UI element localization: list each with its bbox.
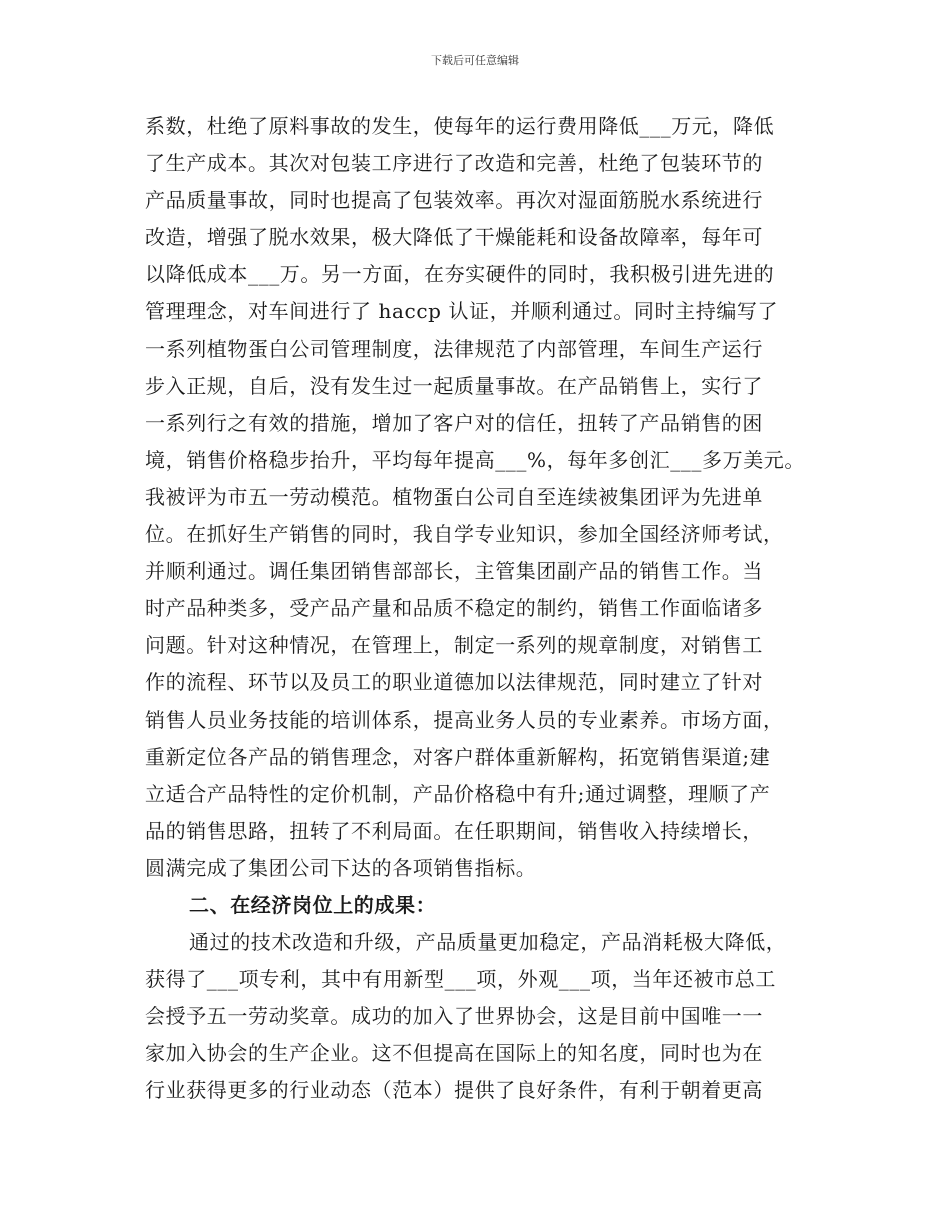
text-line: 圆满完成了集团公司下达的各项销售指标。 xyxy=(145,855,537,880)
text-line: 作的流程、环节以及员工的职业道德加以法律规范，同时建立了针对 xyxy=(145,670,763,695)
text-line: 家加入协会的生产企业。这不但提高在国际上的知名度，同时也为在 xyxy=(145,1041,763,1066)
text-line: 管理理念，对车间进行了 haccp 认证，并顺利通过。同时主持编写了 xyxy=(145,299,779,324)
text-line: 境，销售价格稳步抬升，平均每年提高___%，每年多创汇___多万美元。 xyxy=(145,447,806,472)
section-heading: 二、在经济岗位上的成果： xyxy=(189,892,437,917)
text-line: 了生产成本。其次对包装工序进行了改造和完善，杜绝了包装环节的 xyxy=(145,151,763,176)
text-line: 立适合产品特性的定价机制，产品价格稳中有升;通过调整，理顺了产 xyxy=(145,781,771,806)
text-line: 行业获得更多的行业动态（范本）提供了良好条件，有利于朝着更高 xyxy=(145,1078,763,1103)
text-line: 重新定位各产品的销售理念，对客户群体重新解构，拓宽销售渠道;建 xyxy=(145,744,771,769)
text-line: 位。在抓好生产销售的同时，我自学专业知识，参加全国经济师考试， xyxy=(145,522,784,547)
text-line: 一系列行之有效的措施，增加了客户对的信任，扭转了产品销售的困 xyxy=(145,410,763,435)
document-body xyxy=(145,108,805,1110)
text-line: 步入正规，自后，没有发生过一起质量事故。在产品销售上，实行了 xyxy=(145,373,763,398)
text-line: 产品质量事故，同时也提高了包装效率。再次对湿面筋脱水系统进行 xyxy=(145,188,763,213)
text-line: 时产品种类多，受产品产量和品质不稳定的制约，销售工作面临诸多 xyxy=(145,596,763,621)
text-line: 通过的技术改造和升级，产品质量更加稳定，产品消耗极大降低， xyxy=(189,930,787,955)
text-line: 改造，增强了脱水效果，极大降低了干燥能耗和设备故障率，每年可 xyxy=(145,225,763,250)
text-line: 一系列植物蛋白公司管理制度，法律规范了内部管理，车间生产运行 xyxy=(145,336,763,361)
text-line: 获得了___项专利，其中有用新型___项，外观___项，当年还被市总工 xyxy=(145,967,776,992)
page-header: 下载后可任意编辑 xyxy=(431,54,519,67)
text-line: 系数，杜绝了原料事故的发生，使每年的运行费用降低___万元，降低 xyxy=(145,114,775,138)
text-line: 并顺利通过。调任集团销售部部长，主管集团副产品的销售工作。当 xyxy=(145,559,763,584)
text-line: 以降低成本___万。另一方面，在夯实硬件的同时，我积极引进先进的 xyxy=(145,262,775,287)
text-line: 会授予五一劳动奖章。成功的加入了世界协会，这是目前中国唯一一 xyxy=(145,1004,763,1029)
text-line: 品的销售思路，扭转了不利局面。在任职期间，销售收入持续增长， xyxy=(145,818,763,843)
text-line: 销售人员业务技能的培训体系，提高业务人员的专业素养。市场方面， xyxy=(145,707,784,732)
text-line: 问题。针对这种情况，在管理上，制定一系列的规章制度，对销售工 xyxy=(145,633,763,658)
text-line: 我被评为市五一劳动模范。植物蛋白公司自至连续被集团评为先进单 xyxy=(145,484,763,509)
